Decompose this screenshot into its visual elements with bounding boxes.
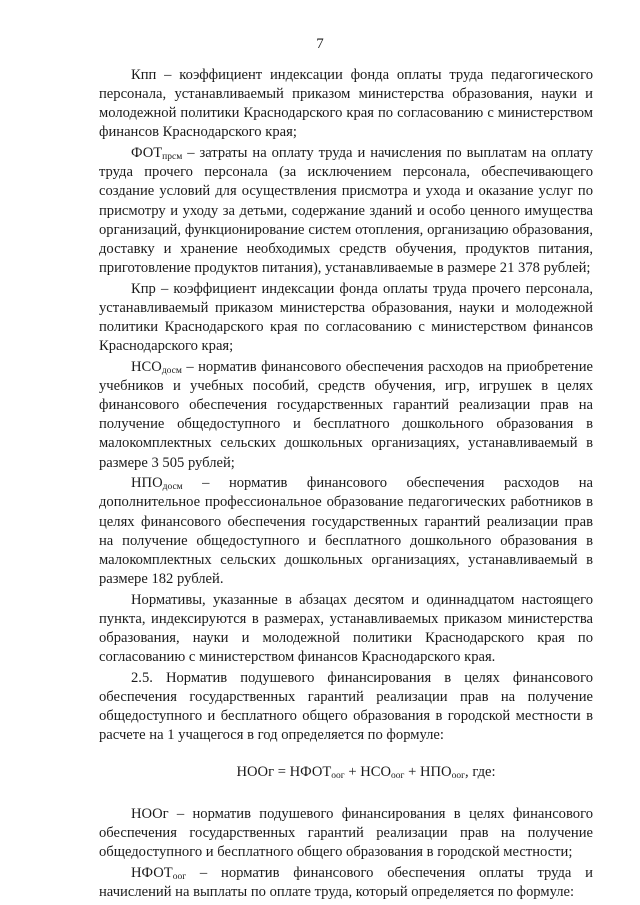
term: Кпр	[131, 280, 156, 297]
definition: – коэффициент индексации фонда оплаты труда прочего персонала, устанавливаемый приказом министерства образования, науки и молодежной политики Краснодарского края по согласованию с министерством финансов Краснодарского края;	[99, 280, 593, 355]
definition: – норматив подушевого финансирования в целях финансового обеспечения государственных гарантий реализации прав на получение общедоступного и бесплатного общего образования в городской местности;	[99, 805, 593, 860]
definition: – норматив финансового обеспечения расходов на дополнительное профессиональное образование педагогических работников в целях финансового обеспечения государственных гарантий реализации прав на получение общедоступного и бесплатного дошкольного образования в малокомплектных сельских дошкольных организациях, устанавливаемый в размере 182 рублей.	[99, 475, 593, 588]
term-subscript: прсм	[162, 152, 183, 163]
term: ФОТ	[131, 145, 163, 162]
formula	[99, 763, 593, 782]
definition: – норматив финансового обеспечения расходов на приобретение учебников и учебных пособий, средств обучения, игр, игрушек в целях финансового обеспечения государственных гарантий реализации прав на получение общедоступного и бесплатного дошкольного образования в малокомплектных сельских дошкольных организациях, устанавливаемый в размере 3 505 рублей;	[99, 358, 593, 471]
formula-subscript: оог	[451, 771, 466, 782]
definition: – затраты на оплату труда и начисления по выплатам на оплату труда прочего персонала (за исключением персонала, обеспечивающего создание условий для осуществления присмотра и ухода и оказание услуг по присмотру и уходу за детьми, содержание зданий и особо ценного имущества организаций, функционирование систем отопления, организацию образования, доставку и хранение необходимых средств обучения, продуктов питания, приготовление продуктов питания), устанавливаемые в размере 21 378 рублей;	[99, 145, 593, 277]
term: НСО	[131, 358, 162, 375]
definition: – норматив финансового обеспечения оплаты труда и начислений на выплаты по оплате труда, который определяется по формуле:	[99, 864, 593, 900]
paragraph-kpp	[99, 66, 593, 143]
page-number: 7	[316, 36, 324, 52]
paragraph-kpr	[99, 280, 593, 357]
paragraph-npo-dosm	[99, 474, 593, 589]
term: НФОТ	[131, 864, 173, 881]
term: Кпп	[131, 67, 157, 83]
paragraph-text: Нормативы, указанные в абзацах десятом и одиннадцатом настоящего пункта, индексируются в размерах, устанавливаемых приказом министерства образования, науки и молодежной политики Краснодарского края по согласованию с министерством финансов Краснодарского края.	[99, 591, 593, 666]
definition: – коэффициент индексации фонда оплаты труда педагогического персонала, устанавливаемый приказом министерства образования, науки и молодежной политики Краснодарского края по согласованию с министерством финансов Краснодарского края;	[99, 67, 593, 141]
formula-lhs: НООг = НФОТ	[236, 764, 332, 781]
term-subscript: досм	[161, 365, 182, 376]
formula-subscript: оог	[391, 771, 405, 782]
paragraph-nso-dosm	[99, 358, 593, 473]
paragraph-section-2-5	[99, 669, 593, 746]
formula-tail: , где:	[465, 764, 496, 781]
term: НПО	[131, 475, 163, 492]
paragraph-noog	[99, 805, 593, 862]
formula-term: + НСО	[344, 764, 392, 781]
paragraph-normatives-indexation	[99, 591, 593, 668]
formula-subscript: оог	[331, 771, 345, 782]
term-subscript: оог	[172, 871, 187, 882]
document-body	[99, 66, 593, 903]
term-subscript: досм	[162, 482, 183, 493]
paragraph-nfot-oog	[99, 864, 593, 902]
paragraph-fot-prsm	[99, 144, 593, 278]
formula-term: + НПО	[404, 764, 452, 781]
term: НООг	[131, 805, 169, 822]
paragraph-text: 2.5. Норматив подушевого финансирования в целях финансового обеспечения государственных гарантий реализации прав на получение общедоступного и бесплатного общего образования в городской местности в расчете на 1 учащегося в год определяется по формуле:	[99, 669, 593, 744]
